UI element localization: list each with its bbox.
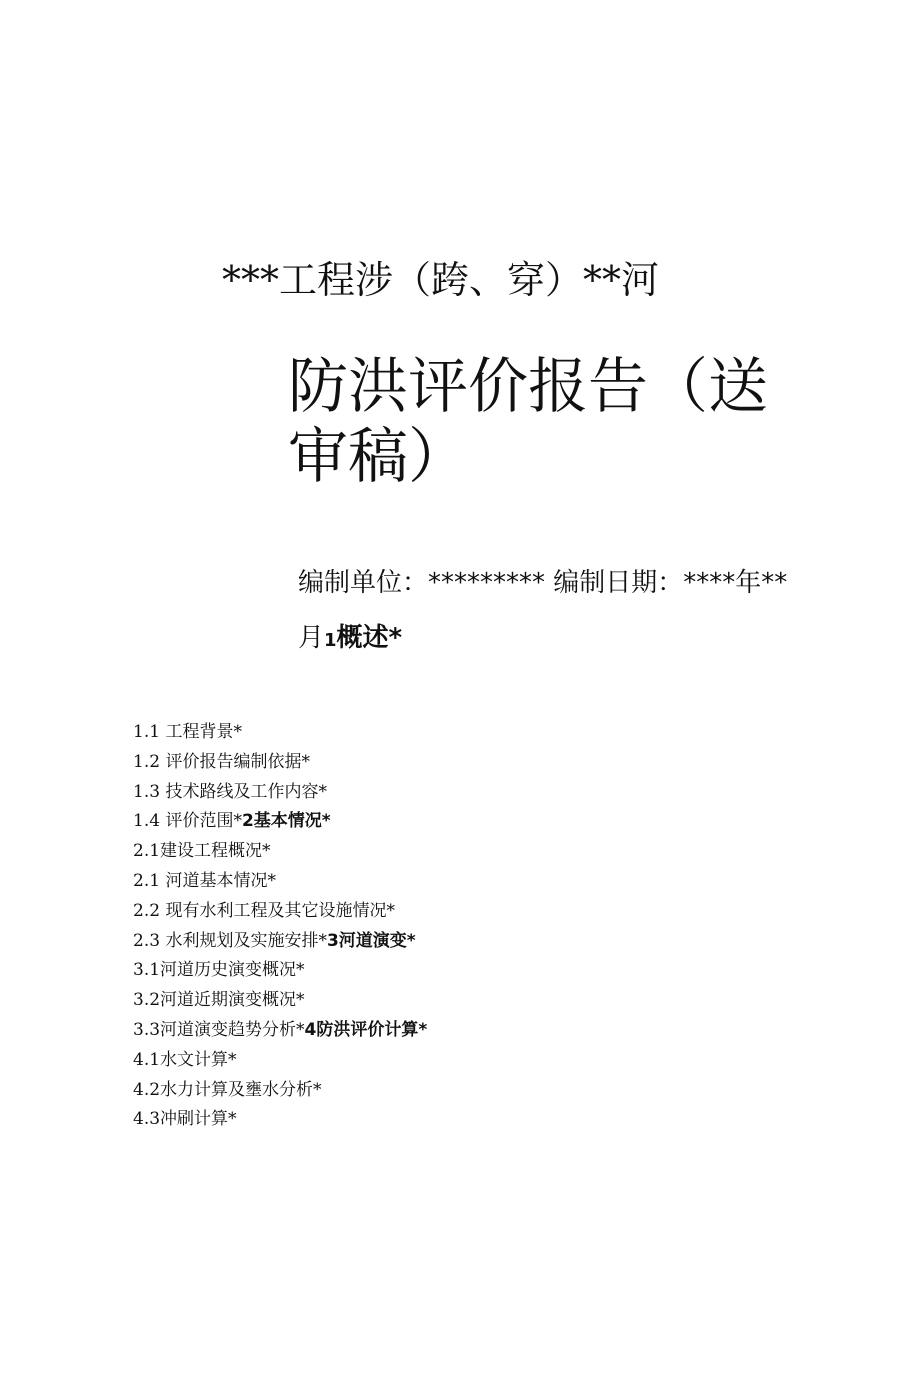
chapter-1-number: 1 (324, 630, 337, 651)
toc-item-text: 3.1河道历史演变概况* (133, 960, 305, 981)
toc-item-text: 1.3 技术路线及工作内容* (133, 781, 327, 802)
toc-item (133, 748, 773, 778)
toc-item (133, 778, 773, 808)
cover-title (288, 352, 788, 492)
toc-item-text: 1.4 评价范围* (133, 811, 242, 832)
toc-item-text: 2.1建设工程概况* (133, 841, 271, 862)
toc-item-text: 3.2河道近期演变概况* (133, 990, 305, 1011)
toc-item-text: 4.2水力计算及壅水分析* (133, 1079, 322, 1100)
compiling-date-tail: 月 (298, 623, 325, 653)
cover-meta (298, 568, 858, 656)
toc-item (133, 986, 773, 1016)
cover-title-line-2: 审稿） (288, 422, 468, 492)
compiling-date: 编制日期：****年** (553, 568, 788, 598)
toc-item (133, 1076, 773, 1106)
toc-item-text: 1.1 工程背景* (133, 722, 242, 742)
toc-item-chapter: 3河道演变* (326, 930, 416, 951)
cover-subtitle: ***工程涉（跨、穿）**河 (222, 258, 660, 302)
meta-line-1 (298, 568, 858, 598)
toc-item (133, 718, 773, 748)
toc-item-text: 2.1 河道基本情况* (133, 870, 276, 891)
toc-item (133, 1046, 773, 1076)
table-of-contents (133, 718, 773, 1135)
toc-item (133, 1016, 773, 1046)
toc-item-text: 2.3 水利规划及实施安排* (133, 930, 327, 951)
toc-item (133, 1105, 773, 1135)
toc-item (133, 807, 773, 837)
toc-item (133, 956, 773, 986)
toc-item (133, 927, 773, 957)
chapter-1-title: 概述* (336, 623, 403, 653)
toc-item-text: 2.2 现有水利工程及其它设施情况* (133, 900, 395, 921)
toc-item-text: 4.3冲刷计算* (133, 1109, 237, 1130)
toc-item-text: 1.2 评价报告编制依据* (133, 751, 310, 772)
toc-item (133, 837, 773, 867)
compiling-unit: 编制单位：********* (298, 568, 546, 598)
toc-item-chapter: 2基本情况* (241, 811, 331, 832)
toc-item-chapter: 4防洪评价计算* (304, 1019, 428, 1040)
toc-item-text: 3.3河道演变趋势分析* (133, 1019, 305, 1040)
toc-item (133, 897, 773, 927)
cover-title-line-1: 防洪评价报告（送 (288, 352, 768, 422)
toc-item (133, 867, 773, 897)
toc-item-text: 4.1水文计算* (133, 1049, 237, 1070)
meta-line-2 (298, 623, 858, 656)
